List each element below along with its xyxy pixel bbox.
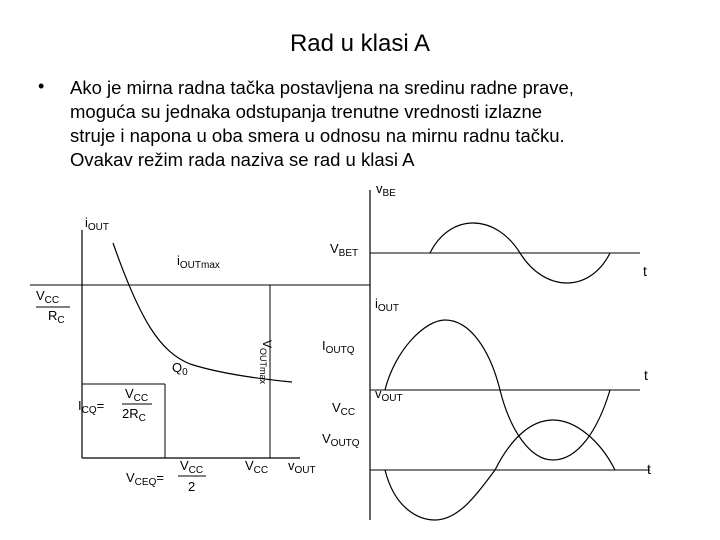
iout-right-label: $i_{OUT}$ [375,296,399,314]
voutq-label: $V_{OUTQ}$ [322,431,360,449]
bullet-icon: • [38,76,45,96]
vcc-rc-denominator: $R_C$ [48,308,65,326]
q0-label: $Q_0$ [172,360,188,378]
slide-title: Rad u klasi A [289,30,431,57]
vceq-denominator: 2 [188,479,196,494]
vbet-label: $V_{BET}$ [330,241,359,259]
vcc-right-label: $V_{CC}$ [332,400,356,418]
time-label-3: t [647,461,651,477]
vceq-label: $V_{CEQ}=$ [126,470,164,488]
icq-numerator: $V_{CC}$ [125,386,149,404]
vbe-label: $v_{BE}$ [376,181,396,199]
icq-label: $I_{CQ}=$ [78,398,105,416]
bullet-line-3: struje i napona u oba smera u odnosu na mirnu radnu tačku. [70,125,565,146]
bullet-line-1: Ako je mirna radna tačka postavljena na sredinu radne prave, [70,77,574,98]
vout-axis-label: $v_{OUT}$ [288,458,316,476]
bullet-line-2: moguća su jednaka odstupanja trenutne vrednosti izlazne [70,101,543,122]
vcc-axis-label: $V_{CC}$ [245,458,269,476]
time-label-2: t [644,367,648,383]
vout-right-label: $v_{OUT}$ [375,386,403,404]
voutmax-label: $V_{OUTmax}$ [258,340,274,385]
ioutq-label: $I_{OUTQ}$ [322,338,355,356]
bullet-line-4: Ovakav režim rada naziva se rad u klasi A [70,149,415,170]
iout-axis-label: $i_{OUT}$ [85,215,109,233]
time-label-1: t [643,263,647,279]
vceq-numerator: $V_{CC}$ [180,458,204,476]
ioutmax-label: $i_{OUTmax}$ [177,253,220,271]
vcc-rc-numerator: $V_{CC}$ [36,288,60,306]
icq-denominator: $2R_C$ [122,406,146,424]
